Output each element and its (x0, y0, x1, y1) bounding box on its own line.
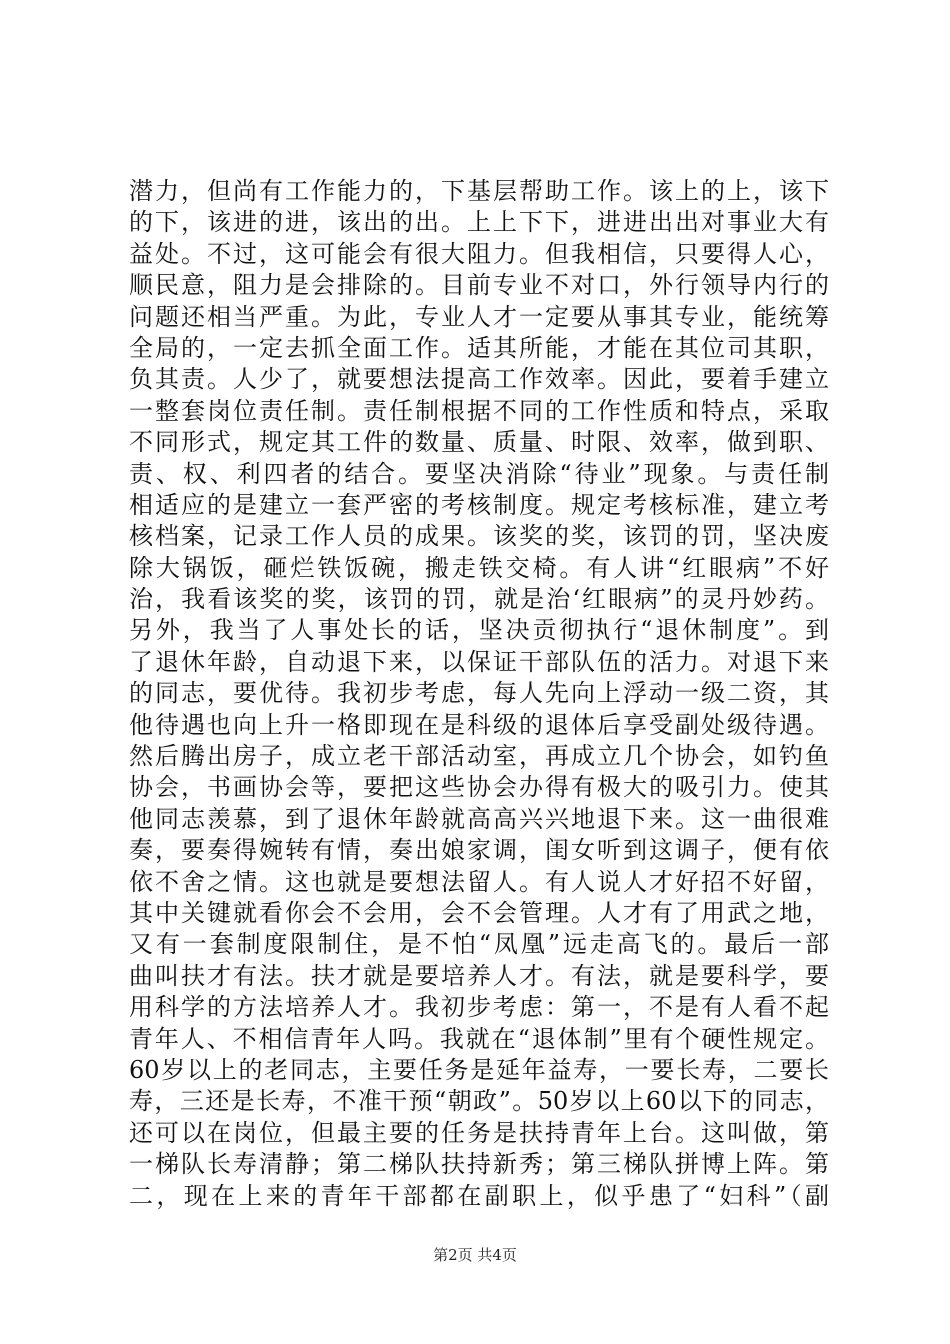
text-line: 负其责。人少了，就要想法提高工作效率。因此，要着手建立 (129, 365, 829, 394)
text-line: 用科学的方法培养人才。我初步考虑：第一，不是有人看不起 (129, 993, 829, 1022)
text-line: 奏，要奏得婉转有情，奏出娘家调，闺女听到这调子，便有依 (129, 836, 829, 865)
text-line: 依不舍之情。这也就是要想法留人。有人说人才好招不好留， (129, 867, 829, 896)
text-line: 的下，该进的进，该出的出。上上下下，进进出出对事业大有 (129, 208, 829, 237)
text-line: 治，我看该奖的奖，该罚的罚，就是治‘红眼病”的灵丹妙药。 (129, 585, 829, 614)
text-line: 他待遇也向上升一格即现在是科级的退体后享受副处级待遇。 (129, 710, 829, 739)
text-line: 不同形式，规定其工件的数量、质量、时限、效率，做到职、 (129, 428, 829, 457)
text-line: 益处。不过，这可能会有很大阻力。但我相信，只要得人心， (129, 239, 829, 268)
text-line: 他同志羡慕，到了退休年龄就高高兴兴地退下来。这一曲很难 (129, 804, 829, 833)
text-line: 责、权、利四者的结合。要坚决消除“待业”现象。与责任制 (129, 459, 829, 488)
text-line: 另外，我当了人事处长的话，坚决贡彻执行“退休制度”。到 (129, 616, 829, 645)
text-line: 又有一套制度限制住，是不怕“凤凰”远走高飞的。最后一部 (129, 930, 829, 959)
text-line: 60岁以上的老同志，主要任务是延年益寿，一要长寿，二要长 (129, 1055, 829, 1084)
text-line: 一梯队长寿清静；第二梯队扶持新秀；第三梯队拼博上阵。第 (129, 1150, 829, 1179)
text-line: 其中关键就看你会不会用，会不会管理。人才有了用武之地， (129, 898, 829, 927)
text-line: 核档案，记录工作人员的成果。该奖的奖，该罚的罚，坚决废 (129, 522, 829, 551)
text-line: 青年人、不相信青年人吗。我就在“退体制”里有个硬性规定。 (129, 1024, 829, 1053)
text-line: 寿，三还是长寿，不准干预“朝政”。50岁以上60以下的同志， (129, 1087, 829, 1116)
text-line: 协会，书画协会等，要把这些协会办得有极大的吸引力。使其 (129, 773, 829, 802)
body-text (129, 176, 829, 1212)
text-line: 一整套岗位责任制。责任制根据不同的工作性质和特点，采取 (129, 396, 829, 425)
text-line: 顺民意，阻力是会排除的。目前专业不对口，外行领导内行的 (129, 271, 829, 300)
text-line: 了退休年龄，自动退下来，以保证干部队伍的活力。对退下来 (129, 647, 829, 676)
text-line: 潜力，但尚有工作能力的，下基层帮助工作。该上的上，该下 (129, 177, 829, 205)
page-footer: 第2页 共4页 (433, 1246, 517, 1264)
text-line: 还可以在岗位，但最主要的任务是扶持青年上台。这叫做，第 (129, 1118, 829, 1147)
text-line: 除大锅饭，砸烂铁饭碗，搬走铁交椅。有人讲“红眼病”不好 (129, 553, 829, 582)
text-line: 二，现在上来的青年干部都在副职上，似乎患了“妇科”（副 (129, 1181, 829, 1210)
text-line: 相适应的是建立一套严密的考核制度。规定考核标准，建立考 (129, 490, 829, 519)
text-line: 问题还相当严重。为此，专业人才一定要从事其专业，能统筹 (129, 302, 829, 331)
text-line: 全局的，一定去抓全面工作。适其所能，才能在其位司其职， (129, 333, 829, 362)
text-line: 然后腾出房子，成立老干部活动室，再成立几个协会，如钓鱼 (129, 742, 829, 771)
text-line: 的同志，要优待。我初步考虑，每人先向上浮动一级二资，其 (129, 679, 829, 708)
text-line: 曲叫扶才有法。扶才就是要培养人才。有法，就是要科学，要 (129, 961, 829, 990)
